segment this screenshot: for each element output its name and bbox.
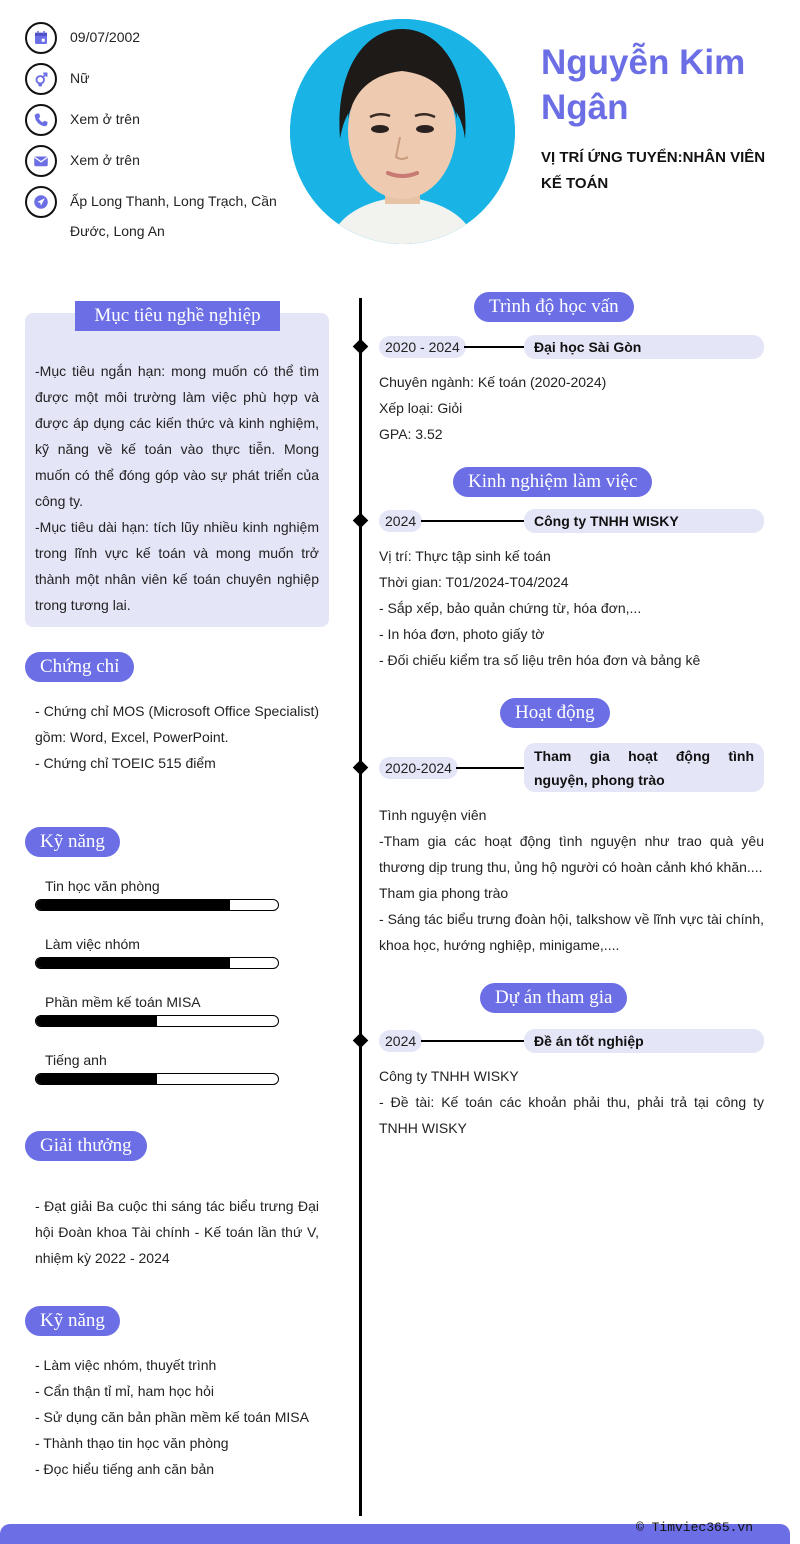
candidate-name xyxy=(541,40,791,130)
experience-title: Kinh nghiệm làm việc xyxy=(453,467,652,497)
objective-long-term: -Mục tiêu dài hạn: tích lũy nhiều kinh nghiệm trong lĩnh vực kế toán và mong muốn trở thành một nhân viên kế toán chuyên nghiệp trong tương lai. xyxy=(35,519,319,613)
skill-bar xyxy=(35,899,279,911)
email-text: Xem ở trên xyxy=(70,152,140,168)
activities-line: Tham gia phong trào xyxy=(379,885,509,901)
phone-icon xyxy=(25,104,57,136)
address-line-1: Ấp Long Thanh, Long Trạch, Cần xyxy=(70,193,277,209)
experience-org: Công ty TNHH WISKY xyxy=(524,509,764,533)
education-line: Chuyên ngành: Kế toán (2020-2024) xyxy=(379,374,607,390)
objective-short-term: -Mục tiêu ngắn hạn: mong muốn có thể tìm được một môi trường làm việc phù hợp và được áp dụng các kiến thức và kinh nghiệm, kỹ năng về kế toán vào thực tiễn. Mong muốn có thể đóng góp vào sự phát triển của công ty. xyxy=(35,363,319,509)
contact-email-row xyxy=(25,145,285,177)
skill-label: Phần mềm kế toán MISA xyxy=(45,994,201,1010)
location-icon xyxy=(25,186,57,218)
gender-text: Nữ xyxy=(70,70,90,86)
timeline-marker xyxy=(353,760,369,776)
certificates-title: Chứng chỉ xyxy=(25,652,134,682)
education-line: GPA: 3.52 xyxy=(379,426,443,442)
certificate-item: - Chứng chỉ TOEIC 515 điểm xyxy=(35,755,216,771)
projects-date: 2024 xyxy=(379,1030,422,1052)
projects-line: Công ty TNHH WISKY xyxy=(379,1068,519,1084)
skill-bar-fill xyxy=(36,1074,157,1084)
calendar-icon xyxy=(25,22,57,54)
birthday-text: 09/07/2002 xyxy=(70,29,141,45)
skill-bar-fill xyxy=(36,1016,157,1026)
phone-text: Xem ở trên xyxy=(70,111,140,127)
activities-title: Hoạt động xyxy=(500,698,610,728)
skill-label: Làm việc nhóm xyxy=(45,936,140,952)
skill-item: - Thành thạo tin học văn phòng xyxy=(35,1435,229,1451)
timeline-marker xyxy=(353,1033,369,1049)
activities-line: Tình nguyện viên xyxy=(379,807,487,823)
skill-label: Tiếng anh xyxy=(45,1052,107,1068)
position-line-1: VỊ TRÍ ỨNG TUYỂN:NHÂN VIÊN xyxy=(541,149,766,166)
experience-date: 2024 xyxy=(379,510,422,532)
skill-bar-fill xyxy=(36,900,230,910)
contact-phone-row xyxy=(25,104,285,136)
name-line-2: Ngân xyxy=(541,88,629,127)
skills-list xyxy=(35,1352,319,1482)
email-icon xyxy=(25,145,57,177)
skill-bar xyxy=(35,1073,279,1085)
contact-gender-row xyxy=(25,63,285,95)
experience-details xyxy=(379,543,764,673)
certificate-item: - Chứng chỉ MOS (Microsoft Office Specialist) gồm: Word, Excel, PowerPoint. xyxy=(35,703,319,745)
skill-bar-fill xyxy=(36,958,230,968)
experience-line: - In hóa đơn, photo giấy tờ xyxy=(379,626,545,642)
awards-title: Giải thưởng xyxy=(25,1131,147,1161)
address-text xyxy=(70,186,277,246)
experience-line: Vị trí: Thực tập sinh kế toán xyxy=(379,548,551,564)
name-line-1: Nguyễn Kim xyxy=(541,43,746,82)
projects-line: - Đề tài: Kế toán các khoản phải thu, phải trả tại công ty TNHH WISKY xyxy=(379,1094,764,1136)
contact-address-row xyxy=(25,186,285,246)
timeline-connector xyxy=(456,767,524,769)
skill-item: - Đọc hiểu tiếng anh căn bản xyxy=(35,1461,215,1477)
skill-bar xyxy=(35,957,279,969)
activities-line: -Tham gia các hoạt động tình nguyện như trao quà yêu thương dịp trung thu, ủng hộ người có hoàn cảnh khó khăn.... xyxy=(379,833,764,875)
gender-icon xyxy=(25,63,57,95)
awards-text: - Đạt giải Ba cuộc thi sáng tác biểu trưng Đại hội Đoàn khoa Tài chính - Kế toán lần thứ V, nhiệm kỳ 2022 - 2024 xyxy=(35,1198,319,1266)
experience-line: - Sắp xếp, bảo quản chứng từ, hóa đơn,... xyxy=(379,600,642,616)
skill-bar xyxy=(35,1015,279,1027)
objective-text xyxy=(35,358,319,618)
education-org: Đại học Sài Gòn xyxy=(524,335,764,359)
education-date: 2020 - 2024 xyxy=(379,336,466,358)
skill-item: - Làm việc nhóm, thuyết trình xyxy=(35,1357,217,1373)
activities-details xyxy=(379,802,764,958)
skill-label: Tin học văn phòng xyxy=(45,878,160,894)
timeline-marker xyxy=(353,513,369,529)
skills-list-title: Kỹ năng xyxy=(25,1306,120,1336)
address-line-2: Đước, Long An xyxy=(70,223,165,239)
profile-photo xyxy=(290,19,515,244)
education-details xyxy=(379,369,764,447)
timeline-line xyxy=(359,298,362,1516)
skill-item: - Cẩn thận tỉ mỉ, ham học hỏi xyxy=(35,1383,214,1399)
portrait-illustration xyxy=(290,19,515,244)
skill-item: - Sử dụng căn bản phần mềm kế toán MISA xyxy=(35,1409,309,1425)
position-line-2: KẾ TOÁN xyxy=(541,175,609,192)
timeline-marker xyxy=(353,339,369,355)
activities-date: 2020-2024 xyxy=(379,757,458,779)
contact-birthday-row xyxy=(25,22,285,54)
certificates-list xyxy=(35,698,319,776)
footer-credit: © Timviec365.vn xyxy=(636,1520,754,1535)
projects-title: Dự án tham gia xyxy=(480,983,627,1013)
experience-line: - Đối chiếu kiểm tra số liệu trên hóa đơn và bảng kê xyxy=(379,652,701,668)
projects-org: Đề án tốt nghiệp xyxy=(524,1029,764,1053)
activities-org: Tham gia hoạt động tình nguyện, phong trào xyxy=(524,743,764,792)
experience-line: Thời gian: T01/2024-T04/2024 xyxy=(379,574,569,590)
applied-position xyxy=(541,145,791,197)
activities-line: - Sáng tác biểu trưng đoàn hội, talkshow về lĩnh vực tài chính, khoa học, hướng nghiệp, minigame,.... xyxy=(379,911,764,953)
timeline-connector xyxy=(421,520,524,522)
education-line: Xếp loại: Giỏi xyxy=(379,400,463,416)
objective-title: Mục tiêu nghề nghiệp xyxy=(75,301,280,331)
skills-bars-title: Kỹ năng xyxy=(25,827,120,857)
projects-details xyxy=(379,1063,764,1141)
education-title: Trình độ học vấn xyxy=(474,292,634,322)
timeline-connector xyxy=(464,346,524,348)
timeline-connector xyxy=(421,1040,524,1042)
contact-list xyxy=(25,22,285,255)
